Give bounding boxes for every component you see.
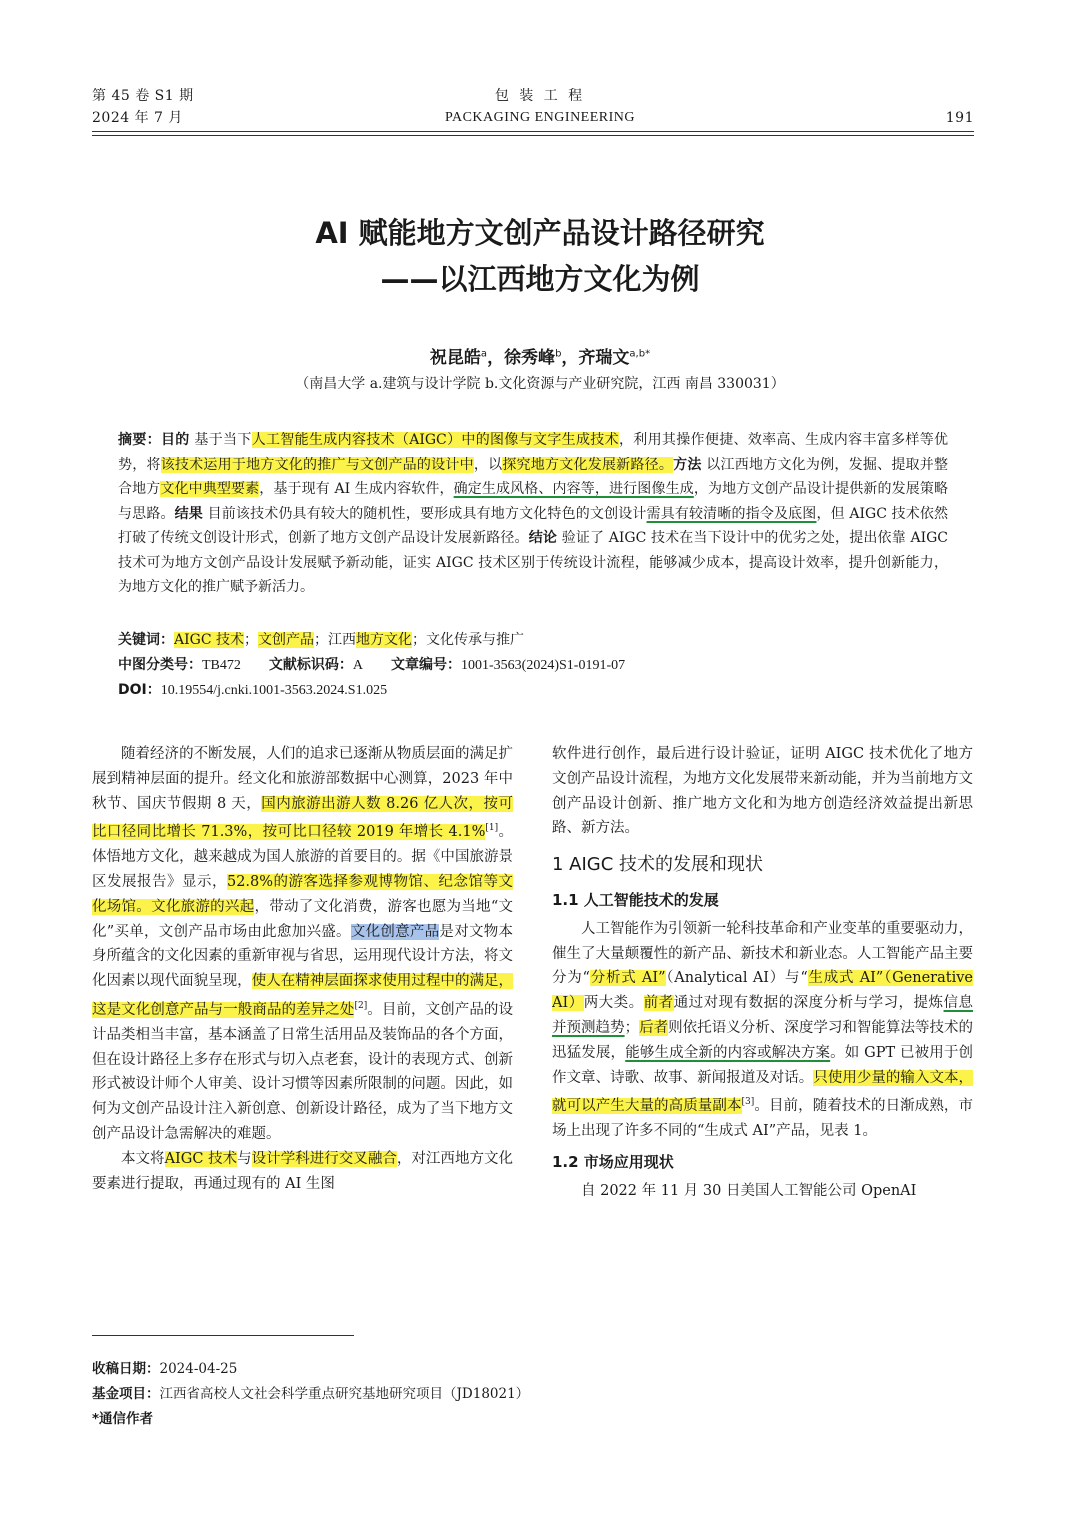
abstract-text: ，以 — [473, 456, 503, 473]
fund-value: 江西省高校人文社会科学重点研究基地研究项目（JD18021） — [159, 1386, 530, 1402]
clc-value: TB472 — [202, 658, 241, 673]
fund-label: 基金项目： — [92, 1386, 160, 1402]
header-volume: 第 45 卷 S1 期 — [92, 88, 194, 104]
body-text: ，对江西地方文化要素进行提取，再通过现有的 AI 生图 — [92, 1150, 514, 1192]
article-no-value: 1001-3563(2024)S1-0191-07 — [461, 658, 626, 673]
author-3-affil: a,b* — [629, 348, 651, 360]
abstract-text: 基于当下 — [194, 432, 252, 448]
body-text: ； — [624, 1019, 640, 1036]
underline: 能够生成全新的内容或解决方案 — [625, 1044, 831, 1061]
article-no-label: 文章编号： — [391, 657, 462, 673]
paper-title: AI 赋能地方文创产品设计路径研究 — [315, 216, 765, 250]
conclusion-label: 结论 — [528, 530, 558, 546]
author-2-affil: b — [555, 348, 562, 360]
abstract — [118, 428, 948, 600]
header-journal-cn: 包 装 工 程 — [494, 88, 586, 104]
highlight: 只使用少量的输入文本，就可以产生大量的高质量副本 — [552, 1069, 974, 1115]
result-label: 结果 — [174, 505, 203, 522]
corresponding-label: *通信作者 — [92, 1411, 154, 1427]
affiliation: （南昌大学 a.建筑与设计学院 b.文化资源与产业研究院，江西 南昌 330031） — [295, 376, 785, 392]
received-label: 收稿日期： — [92, 1361, 160, 1377]
highlight: 设计学科进行交叉融合 — [251, 1150, 397, 1167]
underline: 需具有较清晰的指令及底图 — [646, 505, 817, 522]
doc-code-label: 文献标识码： — [268, 657, 353, 673]
body-text: 。目前，随着技术的日渐成熟，市场上出现了许多不同的“生成式 AI”产品，见表 1。 — [552, 1098, 974, 1140]
paragraph — [552, 1179, 973, 1204]
abstract-label: 摘要： — [118, 432, 161, 448]
abstract-text: ，为地方文创产品设计提供新的发展策略与思路。 — [118, 481, 949, 522]
subsection-heading: 1.2 市场应用现状 — [552, 1152, 674, 1171]
keyword-3a: 江西 — [328, 632, 356, 648]
keyword-sep: ； — [412, 632, 426, 648]
subsection-heading: 1.1 人工智能技术的发展 — [552, 890, 719, 909]
body-text: 两大类。 — [583, 995, 644, 1012]
abstract-text: 目前该技术仍具有较大的随机性，要形成具有地方文化特色的文创设计 — [207, 505, 647, 522]
highlight: 该技术运用于地方文化的推广与文创产品的设计中 — [160, 456, 474, 473]
citation[interactable]: [1] — [485, 823, 499, 834]
body-text: 是对文物本身所蕴含的文化因素的重新审视与省思，运用现代设计方法，将文化因素以现代面貌呈现， — [92, 923, 514, 990]
header-rule — [92, 131, 974, 132]
section-heading: 1 AIGC 技术的发展和现状 — [552, 854, 764, 876]
highlight: 文化中典型要素 — [160, 481, 260, 497]
keywords — [118, 628, 948, 653]
doi — [118, 678, 948, 704]
body-text: 人工智能作为引领新一轮科技革命和产业变革的重要驱动力，催生了大量颠覆性的新产品、新技术和新业态。人工智能产品主要分为“ — [552, 920, 973, 987]
highlight: 探究地方文化发展新路径。 — [502, 456, 674, 473]
citation[interactable]: [3] — [741, 1097, 755, 1108]
header-page-number: 191 — [945, 110, 974, 126]
highlight: 国内旅游出游人数 8.26 亿人次，按可比口径同比增长 71.3%，按可比口径较 2019 年增长 4.1% — [92, 795, 513, 841]
body-text: 自 2022 年 11 月 30 日美国人工智能公司 OpenAI — [581, 1182, 917, 1199]
paragraph — [92, 742, 513, 1147]
body-text: 随着经济的不断发展，人们的追求已逐渐从物质层面的满足扩展到精神层面的提升。经文化和旅游部数据中心测算，2023 年中秋节、国庆节假期 8 天， — [92, 746, 513, 812]
author-list — [0, 343, 1080, 368]
body-text: 本文将 — [121, 1150, 165, 1167]
underline: 确定生成风格、内容等，进行图像生成 — [453, 481, 694, 497]
highlight: 人工智能生成内容技术（AIGC）中的图像与文字生成技术 — [251, 432, 619, 448]
doc-code-value: A — [352, 658, 364, 673]
body-text: 则依托语义分析、深度学习和智能算法等技术的迅猛发展， — [552, 1019, 974, 1061]
clc-label: 中图分类号： — [118, 657, 202, 673]
doi-label: DOI： — [118, 682, 161, 698]
keyword-3b: 地方文化 — [356, 632, 412, 648]
keyword-4: 文化传承与推广 — [426, 632, 524, 648]
paragraph — [552, 917, 973, 1144]
citation[interactable]: [2] — [354, 1000, 368, 1011]
highlight: 后者 — [639, 1019, 669, 1036]
header-journal-en: PACKAGING ENGINEERING — [444, 110, 636, 125]
highlight: 52.8%的游客选择参观博物馆、纪念馆等文化场馆。文化旅游的兴起 — [92, 873, 514, 915]
abstract-text: ，但 AIGC 技术依然打破了传统文创设计形式，创新了地方文创产品设计发展新路径。 — [118, 505, 949, 546]
footnote-rule — [92, 1335, 354, 1336]
doi-value: 10.19554/j.cnki.1001-3563.2024.S1.025 — [160, 683, 388, 698]
body-text: 与 — [237, 1150, 252, 1167]
author-sep: ， — [561, 348, 579, 368]
body-text: 通过对现有数据的深度分析与学习，提炼 — [673, 995, 944, 1012]
keyword-sep: ； — [314, 632, 328, 648]
header-rule-thin — [92, 135, 974, 136]
body-text: （Analytical AI）与“ — [665, 970, 808, 987]
corresponding-author — [92, 1406, 153, 1432]
abstract-text: 以江西地方文化为例，发掘、提取并整合地方 — [118, 456, 949, 497]
underline: 信息并预测趋势 — [552, 995, 974, 1036]
paragraph — [92, 1147, 513, 1197]
classification — [118, 653, 948, 679]
paper-subtitle: ——以江西地方文化为例 — [380, 262, 700, 296]
right-column — [552, 742, 973, 1204]
paragraph — [552, 742, 973, 841]
abstract-text: ，基于现有 AI 生成内容软件， — [259, 481, 454, 497]
author-2: 徐秀峰 — [504, 348, 556, 368]
author-sep: ， — [487, 348, 505, 368]
body-text: 。目前，文创产品的设计品类相当丰富，基本涵盖了日常生活用品及装饰品的各个方面，但在设计路径上多存在形式与切入点老套，设计的表现方式、创新形式被设计师个人审美、设计习惯等因素所限制的问题。因此，如何为文创产品设计注入新创意、创新设计路径，成为了当下地方文创产品设计急需解决的难题。 — [92, 1001, 514, 1142]
keywords-label: 关键词： — [118, 632, 174, 648]
abstract-text: 验证了 AIGC 技术在当下设计中的优劣之处，提出依靠 AIGC 技术可为地方文创产品设计发展赋予新动能，证实 AIGC 技术区别于传统设计流程，能够减少成本，提高设计效率，提升创新能力，为地方文化的推广赋予新活力。 — [118, 530, 949, 595]
keyword-2: 文创产品 — [258, 632, 314, 648]
highlight: 生成式 AI”（Generative AI） — [552, 970, 973, 1012]
selection-highlight: 文化创意产品 — [350, 923, 440, 940]
keyword-sep: ； — [244, 632, 258, 648]
method-label: 方法 — [673, 456, 702, 473]
highlight: 使人在精神层面探求使用过程中的满足，这是文化创意产品与一般商品的差异之处 — [92, 973, 514, 1018]
highlight: 分析式 AI” — [589, 970, 666, 987]
body-text: 软件进行创作，最后进行设计验证，证明 AIGC 技术优化了地方文创产品设计流程，为地方文化发展带来新动能，并为当前地方文创产品设计创新、推广地方文化和为地方创造经济效益提出新思路、新方法。 — [552, 746, 973, 837]
received-value: 2024-04-25 — [159, 1361, 238, 1377]
header-date: 2024 年 7 月 — [92, 110, 183, 126]
received-date — [92, 1356, 237, 1382]
objective-label: 目的 — [160, 432, 190, 448]
highlight: AIGC 技术 — [164, 1150, 238, 1167]
body-text: ，带动了文化消费，游客也愿为当地“文化”买单，文创产品市场由此愈加兴盛。 — [92, 898, 513, 940]
left-column — [92, 742, 513, 1196]
highlight: 前者 — [643, 995, 674, 1012]
body-text: 。如 GPT 已被用于创作文章、诗歌、故事、新闻报道及对话。 — [552, 1044, 974, 1086]
keyword-1: AIGC 技术 — [174, 632, 244, 648]
fund — [92, 1381, 529, 1407]
author-3: 齐瑞文 — [578, 348, 630, 368]
body-text: 。体悟地方文化，越来越成为国人旅游的首要目的。据《中国旅游景区发展报告》显示， — [92, 824, 514, 890]
author-1-affil: a — [480, 348, 488, 360]
abstract-text: ，利用其操作便捷、效率高、生成内容丰富多样等优势，将 — [118, 432, 949, 473]
author-1: 祝昆皓 — [429, 348, 481, 368]
